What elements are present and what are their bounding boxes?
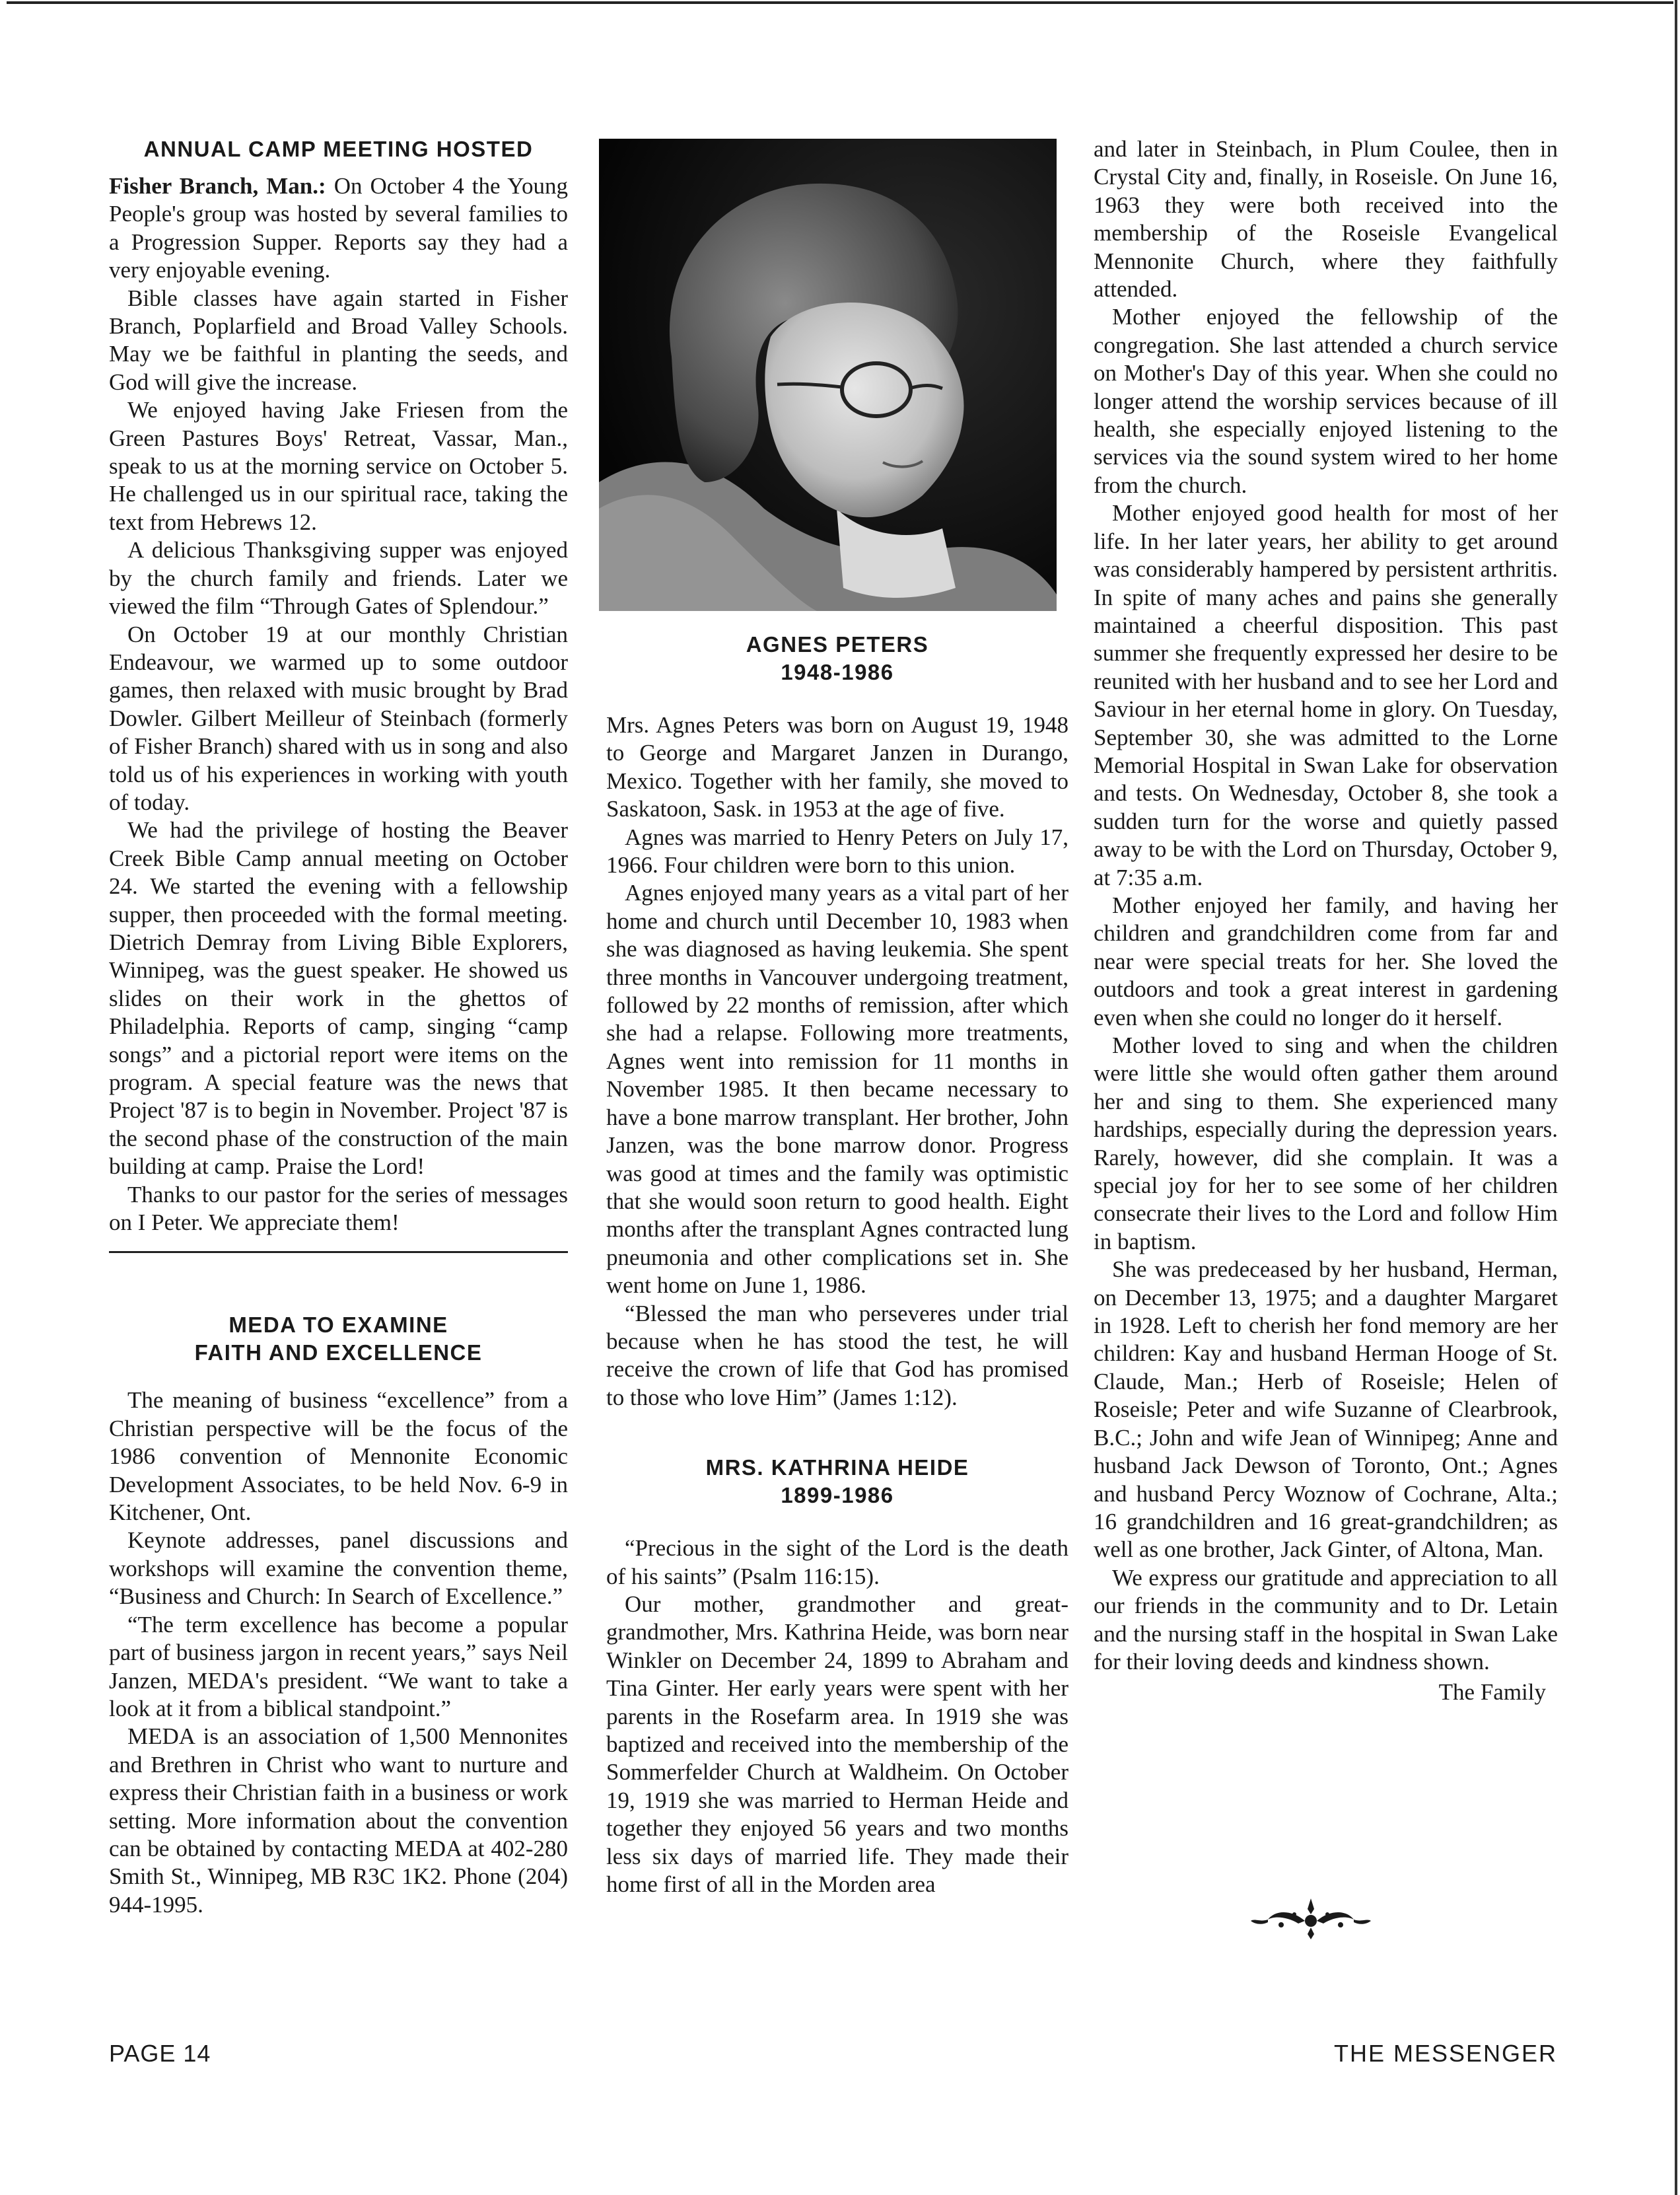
article-title-meda-line2: FAITH AND EXCELLENCE bbox=[194, 1340, 483, 1365]
page-number: PAGE 14 bbox=[109, 2040, 211, 2067]
article-paragraph: MEDA is an association of 1,500 Mennonites and Brethren in Christ who want to nurture and express their Christian faith in a business or work setting. More information about the convention can be obtained by contacting MEDA at 402-280 Smith St., Winnipeg, MB R3C 1K2. Phone (204) 944-1995. bbox=[109, 1723, 568, 1918]
article-title-meda-line1: MEDA TO EXAMINE bbox=[228, 1313, 448, 1338]
obituary-paragraph: She was predeceased by her husband, Herman, on December 13, 1975; and a daughter Margaret in 1928. Left to cherish her fond memory are her children: Kay and husband Herman Hooge of St. Claude, Man.; Herb of Roseisle; Helen of Roseisle; Peter and wife Suzanne of Clearbrook, B.C.; John and wife Jean of Winnipeg; Anne and husband Jack Dewson of Toronto, Ont.; Agnes and husband Percy Woznow of Cochrane, Alta.; 16 grandchildren and 16 great-grandchildren; as well as one brother, Jack Ginter, of Altona, Man. bbox=[1094, 1256, 1558, 1563]
obituary-paragraph: “Precious in the sight of the Lord is the death of his saints” (Psalm 116:15). bbox=[606, 1535, 1068, 1589]
obituary-paragraph: Mother enjoyed the fellowship of the congregation. She last attended a church service on Mother's Day of this year. When she could no longer attend the worship services because of ill health, she especially enjoyed listening to the services via the sound system wired to her home from the church. bbox=[1094, 304, 1558, 498]
obituary-paragraph: and later in Steinbach, in Plum Coulee, then in Crystal City and, finally, in Roseisle. On June 16, 1963 they were both received into the membership of the Roseisle Evangelical Mennonite Church, where they faithfully attended. bbox=[1094, 136, 1558, 303]
article-paragraph: On October 19 at our monthly Christian Endeavour, we warmed up to some outdoor games, then relaxed with music brought by Brad Dowler. Gilbert Meilleur of Steinbach (formerly of Fisher Branch) shared with us in song and also told us of his experiences in working with youth of today. bbox=[109, 621, 568, 815]
article-paragraph: The meaning of business “excellence” from a Christian perspective will be the focus of the 1986 convention of Mennonite Economic Development Associates, to be held Nov. 6-9 in Kitchener, Ont. bbox=[109, 1387, 568, 1526]
obituary-title-agnes-peters: AGNES PETERS bbox=[746, 632, 929, 657]
column-middle bbox=[606, 631, 1068, 1898]
obituary-paragraph: “Blessed the man who perseveres under trial because when he has stood the test, he will receive the crown of life that God has promised to those who love Him” (James 1:12). bbox=[606, 1300, 1068, 1410]
obituary-title-kathrina-heide: MRS. KATHRINA HEIDE bbox=[705, 1455, 969, 1480]
dateline: Fisher Branch, Man.: bbox=[109, 173, 326, 199]
obituary-signature: The Family bbox=[1438, 1679, 1546, 1706]
obituary-years-kathrina-heide: 1899-1986 bbox=[781, 1483, 894, 1508]
portrait-photo-svg bbox=[599, 139, 1057, 611]
obituary-paragraph: Mrs. Agnes Peters was born on August 19, 1948 to George and Margaret Janzen in Durango, Mexico. Together with her family, she moved to Saskatoon, Sask. in 1953 at the age of five. bbox=[606, 712, 1068, 822]
article-paragraph: A delicious Thanksgiving supper was enjoyed by the church family and friends. Later we viewed the film “Through Gates of Splendour.” bbox=[109, 537, 568, 620]
page-border-right bbox=[1675, 0, 1677, 2195]
article-paragraph: We had the privilege of hosting the Beaver Creek Bible Camp annual meeting on October 24. We started the evening with a fellowship supper, then proceeded with the formal meeting. Dietrich Demray from Living Bible Explorers, Winnipeg, was the guest speaker. He showed us slides on their work in the ghettos of Philadelphia. Reports of camp, singing “camp songs” and a pictorial report were items on the program. A special feature was the news that Project '87 is to begin in November. Project '87 is the second phase of the construction of the main building at camp. Praise the Lord! bbox=[109, 817, 568, 1180]
obituary-paragraph: Mother enjoyed her family, and having her children and grandchildren come from far and near were special treats for her. She loved the outdoors and took a great interest in gardening even when she could no longer do it herself. bbox=[1094, 892, 1558, 1030]
article-paragraph: Fisher Branch, Man.: On October 4 the Young People's group was hosted by several families to a Progression Supper. Reports say they had a very enjoyable evening. bbox=[109, 173, 569, 283]
fleuron-ornament-icon bbox=[1248, 1896, 1374, 1942]
obituary-years-agnes-peters: 1948-1986 bbox=[781, 660, 894, 684]
obituary-paragraph: Agnes was married to Henry Peters on July 17, 1966. Four children were born to this union. bbox=[606, 824, 1068, 879]
article-paragraph: Thanks to our pastor for the series of messages on I Peter. We appreciate them! bbox=[109, 1181, 568, 1236]
publication-name: THE MESSENGER bbox=[1334, 2040, 1558, 2067]
portrait-photo-icon bbox=[599, 139, 1057, 611]
column-right bbox=[1094, 135, 1558, 1707]
obituary-paragraph: Our mother, grandmother and great-grandmother, Mrs. Kathrina Heide, was born near Winkler on December 24, 1899 to Abraham and Tina Ginter. Her early years were spent with her parents in the Rosefarm area. In 1919 she was baptized and received into the membership of the Sommerfelder Church at Waldheim. On October 19, 1919 she was married to Herman Heide and together they enjoyed 56 years and two months less six days of married life. They made their home first of all in the Morden area bbox=[606, 1591, 1068, 1898]
article-paragraph: Keynote addresses, panel discussions and workshops will examine the convention theme, “Business and Church: In Search of Excellence.” bbox=[109, 1527, 568, 1610]
obituary-paragraph: Agnes enjoyed many years as a vital part of her home and church until December 10, 1983 when she was diagnosed as having leukemia. She spent three months in Vancouver undergoing treatment, followed by 22 months of remission, after which she had a relapse. Following more treatments, Agnes went into remission for 11 months in November 1985. It then became necessary to have a bone marrow transplant. Her brother, John Janzen, was the bone marrow donor. Progress was good at times and the family was optimistic that she would soon return to good health. Eight months after the transplant Agnes contracted lung pneumonia and other complications set in. She went home on June 1, 1986. bbox=[606, 880, 1068, 1299]
article-title-camp-meeting: ANNUAL CAMP MEETING HOSTED bbox=[143, 137, 534, 161]
article-paragraph: Bible classes have again started in Fisher Branch, Poplarfield and Broad Valley Schools. May we be faithful in planting the seeds, and God will give the increase. bbox=[109, 285, 568, 395]
article-paragraph: We enjoyed having Jake Friesen from the Green Pastures Boys' Retreat, Vassar, Man., speak to us at the morning service on October 5. He challenged us in our spiritual race, taking the text from Hebrews 12. bbox=[109, 397, 568, 535]
obituary-paragraph: Mother loved to sing and when the children were little she would often gather them around her and sing to them. She experienced many hardships, especially during the depression years. Rarely, however, did she complain. It was a special joy for her to see some of her children consecrate their lives to the Lord and follow Him in baptism. bbox=[1094, 1032, 1558, 1254]
column-left bbox=[109, 135, 568, 1919]
page-border-top bbox=[7, 1, 1673, 4]
obituary-paragraph: We express our gratitude and appreciation to all our friends in the community and to Dr. Letain and the nursing staff in the hospital in Swan Lake for their loving deeds and kindness shown. bbox=[1094, 1564, 1558, 1674]
article-paragraph: “The term excellence has become a popular part of business jargon in recent years,” says Neil Janzen, MEDA's president. “We want to take a look at it from a biblical standpoint.” bbox=[109, 1611, 568, 1721]
obituary-paragraph: Mother enjoyed good health for most of her life. In her later years, her ability to get around was considerably hampered by persistent arthritis. In spite of many aches and pains she generally maintained a cheerful disposition. This past summer she frequently expressed her desire to be reunited with her husband and to see her Lord and Saviour in her eternal home in glory. On Tuesday, September 30, she was admitted to the Lorne Memorial Hospital in Swan Lake for observation and tests. On Wednesday, October 8, she took a sudden turn for the worse and quietly passed away to be with the Lord on Thursday, October 9, at 7:35 a.m. bbox=[1094, 500, 1558, 890]
